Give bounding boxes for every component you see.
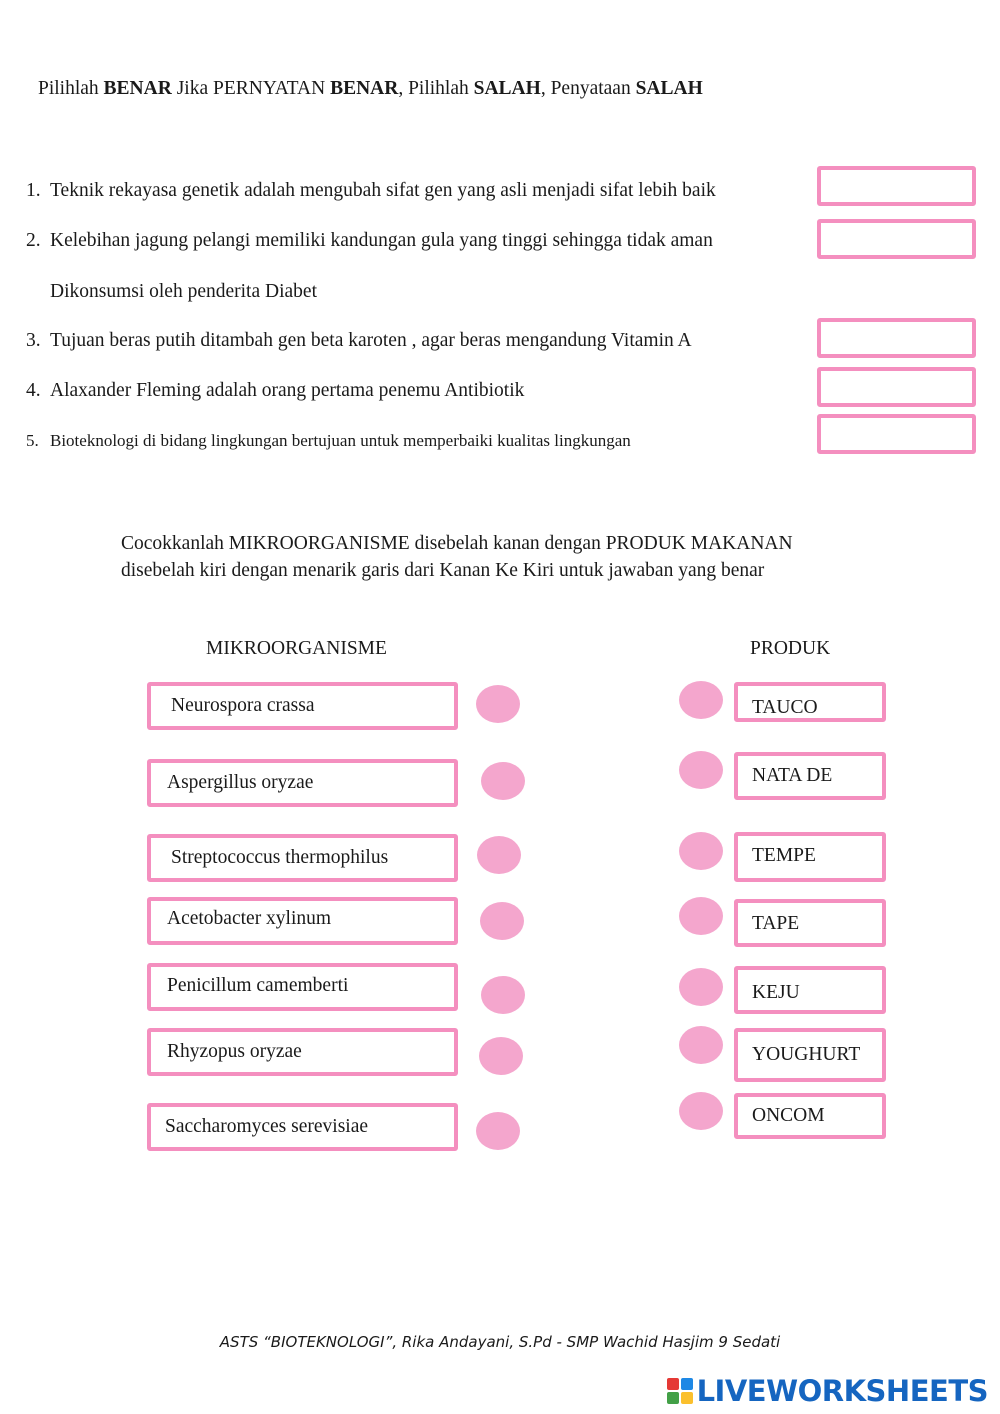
microorganism-box: Streptococcus thermophilus: [147, 834, 458, 882]
instruction-part: Jika PERNYATAN: [171, 78, 331, 99]
question-number: 4.: [26, 380, 41, 401]
question-text: Kelebihan jagung pelangi memiliki kandungan gula yang tinggi sehingga tidak aman: [50, 230, 713, 251]
matching-instruction: [121, 530, 793, 584]
instruction-bold: SALAH: [473, 78, 541, 99]
matching-instruction-line: Cocokkanlah MIKROORGANISME disebelah kanan dengan PRODUK MAKANAN: [121, 533, 793, 554]
answer-box-1[interactable]: [817, 166, 976, 206]
microorganism-box: Penicillum camemberti: [147, 963, 458, 1011]
left-connector-dot[interactable]: [481, 976, 525, 1014]
left-connector-dot[interactable]: [477, 836, 521, 874]
liveworksheets-brand: [667, 1374, 988, 1408]
instruction-part: Pilihlah: [38, 78, 104, 99]
right-connector-dot[interactable]: [679, 897, 723, 935]
product-box: TAPE: [734, 899, 886, 947]
question-number: 5.: [26, 431, 39, 450]
answer-box-2[interactable]: [817, 219, 976, 259]
instruction-bold: BENAR: [103, 78, 172, 99]
question-2-continuation: [50, 281, 317, 303]
right-connector-dot[interactable]: [679, 832, 723, 870]
right-connector-dot[interactable]: [679, 968, 723, 1006]
answer-box-4[interactable]: [817, 367, 976, 407]
product-box: TAUCO: [734, 682, 886, 722]
left-connector-dot[interactable]: [480, 902, 524, 940]
question-text: Alaxander Fleming adalah orang pertama penemu Antibiotik: [50, 380, 525, 401]
instruction-bold: SALAH: [635, 78, 703, 99]
product-box: KEJU: [734, 966, 886, 1014]
microorganism-box: Aspergillus oryzae: [147, 759, 458, 807]
right-connector-dot[interactable]: [679, 1092, 723, 1130]
question-number: 1.: [26, 180, 41, 201]
question-number: 2.: [26, 230, 41, 251]
product-heading: PRODUK: [750, 638, 831, 659]
product-box: ONCOM: [734, 1093, 886, 1139]
footer-credit: ASTS “BIOTEKNOLOGI”, Rika Andayani, S.Pd - SMP Wachid Hasjim 9 Sedati: [219, 1333, 781, 1351]
product-box: YOUGHURT: [734, 1028, 886, 1082]
left-connector-dot[interactable]: [476, 1112, 520, 1150]
question-text: Teknik rekayasa genetik adalah mengubah sifat gen yang asli menjadi sifat lebih baik: [50, 180, 716, 201]
question-number: 3.: [26, 330, 41, 351]
right-connector-dot[interactable]: [679, 751, 723, 789]
product-box: TEMPE: [734, 832, 886, 882]
question-text: Bioteknologi di bidang lingkungan bertujuan untuk memperbaiki kualitas lingkungan: [50, 431, 631, 450]
instruction-text: [38, 78, 703, 100]
instruction-part: , Pilihlah: [398, 78, 474, 99]
right-connector-dot[interactable]: [679, 681, 723, 719]
matching-instruction-line: disebelah kiri dengan menarik garis dari Kanan Ke Kiri untuk jawaban yang benar: [121, 560, 765, 581]
brand-name: LIVEWORKSHEETS: [696, 1374, 988, 1408]
question-text: Dikonsumsi oleh penderita Diabet: [50, 281, 317, 302]
instruction-part: , Penyataan: [540, 78, 636, 99]
right-connector-dot[interactable]: [679, 1026, 723, 1064]
answer-box-3[interactable]: [817, 318, 976, 358]
question-text: Tujuan beras putih ditambah gen beta karoten , agar beras mengandung Vitamin A: [50, 330, 692, 351]
microorganism-box: Rhyzopus oryzae: [147, 1028, 458, 1076]
microorganism-box: Neurospora crassa: [147, 682, 458, 730]
liveworksheets-logo-icon: [667, 1378, 693, 1404]
microorganism-box: Saccharomyces serevisiae: [147, 1103, 458, 1151]
left-connector-dot[interactable]: [479, 1037, 523, 1075]
instruction-bold: BENAR: [330, 78, 399, 99]
microorganism-heading: MIKROORGANISME: [206, 638, 387, 659]
answer-box-5[interactable]: [817, 414, 976, 454]
microorganism-box: Acetobacter xylinum: [147, 897, 458, 945]
left-connector-dot[interactable]: [476, 685, 520, 723]
left-connector-dot[interactable]: [481, 762, 525, 800]
product-box: NATA DE: [734, 752, 886, 800]
